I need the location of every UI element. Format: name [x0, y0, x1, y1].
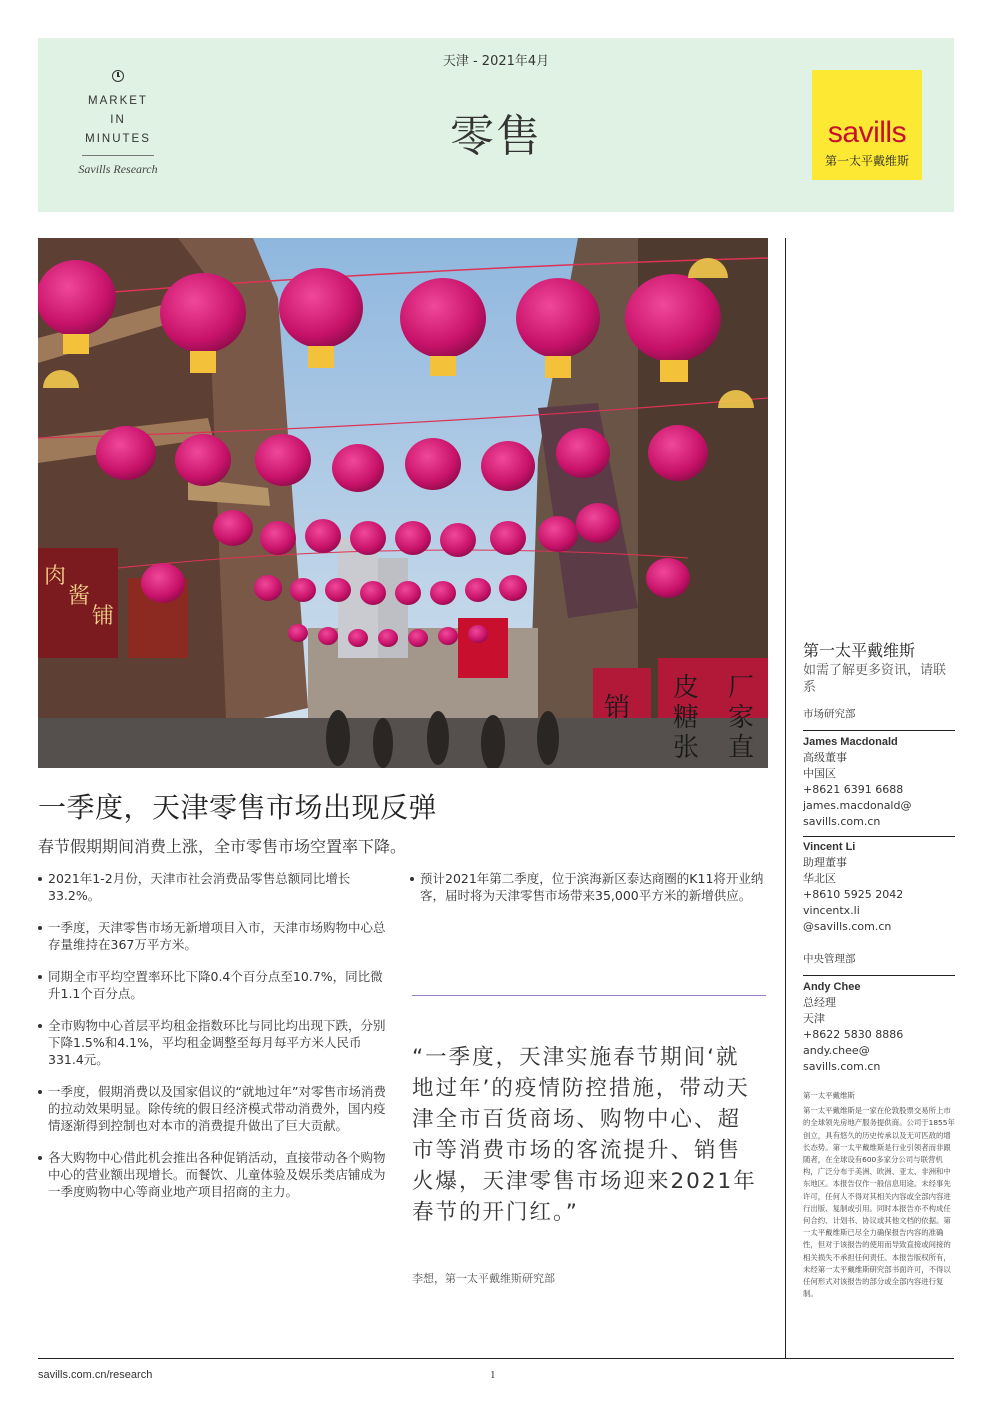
contact-email[interactable]: vincentx.li [803, 904, 860, 917]
bullet-item: 2021年1-2月份，天津市社会消费品零售总额同比增长33.2%。 [38, 870, 394, 904]
brand-line-1: MARKET [88, 95, 148, 107]
pull-quote: “一季度，天津实施春节期间‘就地过年’的疫情防控措施，带动天津全市百货商场、购物中心、超市等消费市场的客流提升、销售火爆，天津零售市场迎来2021年春节的开门红。” [412, 1045, 757, 1225]
contact-role: 高级董事 [803, 751, 847, 764]
savills-logo [812, 70, 922, 180]
dept-research: 市场研究部 [803, 708, 856, 720]
logo-brand: savills [827, 116, 907, 149]
sidebar-divider [785, 238, 786, 1358]
photo-sign-char: 直 [728, 733, 755, 763]
contact-phone[interactable]: +8610 5925 2042 [803, 888, 904, 901]
brand-line-2: IN [110, 114, 126, 126]
dept-management: 中央管理部 [803, 953, 856, 965]
contact-name: Andy Chee [803, 981, 861, 993]
contact-card [803, 734, 955, 830]
bullet-item: 各大购物中心借此机会推出各种促销活动，直接带动各个购物中心的营业额出现增长。而餐饮、儿童体验及娱乐类店铺成为一季度购物中心等商业地产项目招商的主力。 [38, 1149, 394, 1200]
photo-sign-char: 皮 [673, 673, 700, 703]
contact-email-domain[interactable]: savills.com.cn [803, 815, 881, 828]
headline: 一季度，天津零售市场出现反弹 [38, 791, 438, 824]
contact-region: 天津 [803, 1012, 825, 1025]
bullet-item: 同期全市平均空置率环比下降0.4个百分点至10.7%，同比微升1.1个百分点。 [38, 968, 394, 1002]
photo-sign-char: 肉 [44, 564, 67, 589]
disclaimer-text: 第一太平戴维斯是一家在伦敦股票交易所上市的全球领先房地产服务提供商。公司于1855年创立，具有悠久的历史传承以及无可匹敌的增长态势。第一太平戴维斯是行业引领者而非跟随者，在全球设有600多家分公司与联营机构，广泛分布于美洲、欧洲、亚太、非洲和中东地区。本报告仅作一般信息用途。未经事先许可，任何人不得对其相关内容或全部内容进行出版、复制或引用。同时本报告亦不构成任何合约、计划书、协议或其他文档的依据。第一太平戴维斯已尽全力确保报告内容的准确性，但对于该报告的使用而导致直接或间接的相关损失不承担任何责任。本报告版权所有，未经第一太平戴维斯研究部书面许可，不得以任何形式对该报告的部分或全部内容进行复制。 [803, 1106, 955, 1299]
contact-phone[interactable]: +8621 6391 6688 [803, 783, 904, 796]
bullet-item: 全市购物中心首层平均租金指数环比与同比均出现下跌，分别下降1.5%和4.1%，平均租金调整至每月每平方米人民币331.4元。 [38, 1017, 394, 1068]
report-date: 天津 - 2021年4月 [442, 54, 550, 69]
quote-divider [412, 995, 766, 996]
contact-email[interactable]: andy.chee@ [803, 1044, 870, 1057]
bullet-list-right [410, 870, 766, 919]
sidebar-subtitle: 如需了解更多资讯，请联系 [803, 663, 947, 695]
bullet-item: 预计2021年第二季度，位于滨海新区泰达商圈的K11将开业纳客，届时将为天津零售市场带来35,000平方米的新增供应。 [410, 870, 766, 904]
header-band [38, 38, 954, 212]
contact-email-domain[interactable]: @savills.com.cn [803, 920, 892, 933]
contact-email-domain[interactable]: savills.com.cn [803, 1060, 881, 1073]
contact-region: 中国区 [803, 767, 836, 780]
contact-name: Vincent Li [803, 841, 856, 853]
photo-sign-char: 家 [728, 703, 755, 733]
contact-email[interactable]: james.macdonald@ [803, 799, 912, 812]
bullet-item: 一季度，假期消费以及国家倡议的“就地过年”对零售市场消费的拉动效果明显。除传统的假日经济模式带动消费外，国内疫情逐渐得到控制也对本市的消费提升做出了巨大贡献。 [38, 1083, 394, 1134]
clock-icon [112, 70, 124, 82]
quote-attribution: 李想，第一太平戴维斯研究部 [412, 1272, 555, 1285]
contact-role: 总经理 [803, 996, 836, 1009]
photo-sign-char: 铺 [92, 604, 115, 629]
footer-divider [38, 1358, 954, 1359]
contact-card [803, 839, 955, 935]
disclaimer-title: 第一太平戴维斯 [803, 1091, 855, 1100]
photo-sign-char: 厂 [728, 673, 755, 703]
subhead: 春节假期期间消费上涨，全市零售市场空置率下降。 [38, 837, 407, 856]
contact-phone[interactable]: +8622 5830 8886 [803, 1028, 904, 1041]
street-lanterns-photo [38, 238, 768, 768]
report-title: 零售 [450, 111, 542, 162]
photo-sign-char: 糖 [673, 703, 700, 733]
contact-name: James Macdonald [803, 736, 898, 748]
photo-sign-char: 张 [673, 733, 700, 763]
bullet-item: 一季度，天津零售市场无新增项目入市，天津市场购物中心总存量维持在367万平方米。 [38, 919, 394, 953]
disclaimer [803, 1090, 955, 1300]
contact-role: 助理董事 [803, 856, 847, 869]
bullet-list-left [38, 870, 394, 1215]
photo-sign-char: 酱 [68, 584, 91, 609]
contact-region: 华北区 [803, 872, 836, 885]
sidebar-title: 第一太平戴维斯 [803, 641, 916, 660]
footer-url[interactable]: savills.com.cn/research [38, 1369, 153, 1381]
photo-sign-char: 销 [604, 693, 631, 723]
contact-card [803, 979, 955, 1075]
page-number: 1 [490, 1369, 496, 1381]
savills-research-label: Savills Research [78, 162, 158, 176]
logo-sub: 第一太平戴维斯 [824, 154, 909, 168]
brand-line-3: MINUTES [85, 133, 151, 145]
